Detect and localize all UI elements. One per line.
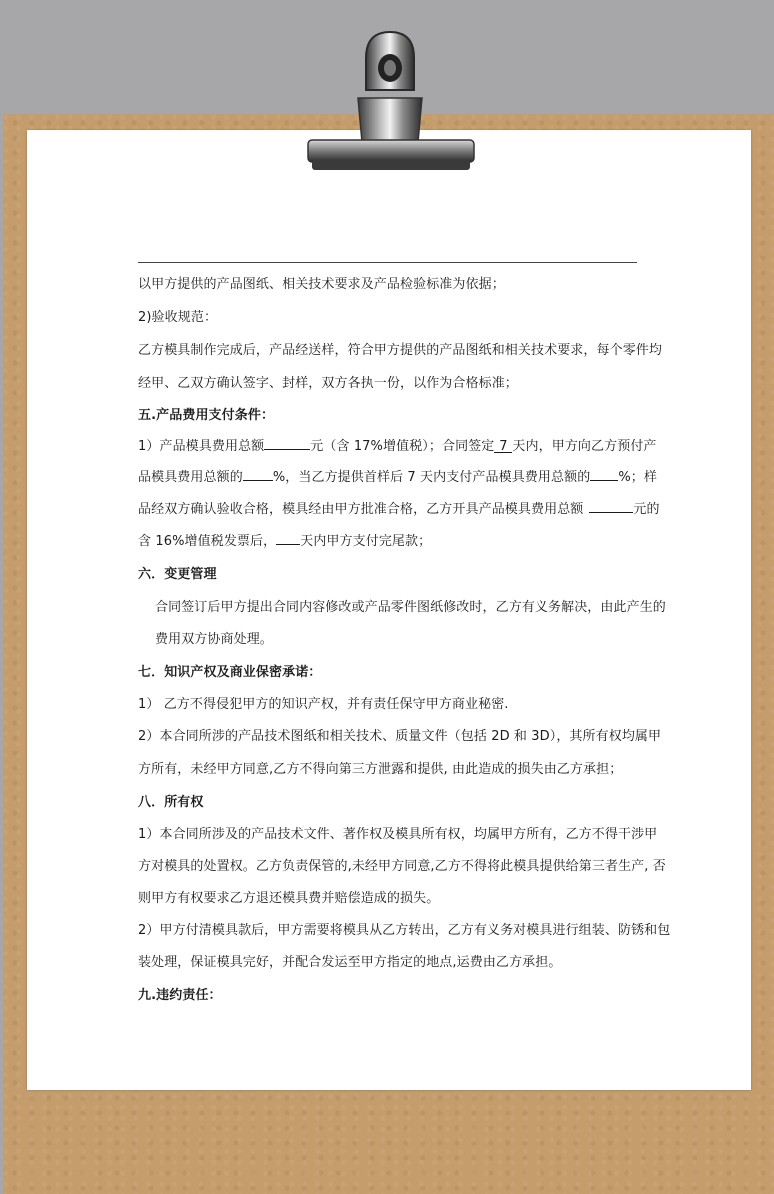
body-line: 2）本合同所涉的产品技术图纸和相关技术、质量文件（包括 2D 和 3D），其所有权均属甲 (138, 729, 662, 744)
body-line: 以甲方提供的产品图纸、相关技术要求及产品检验标准为依据； (138, 277, 505, 292)
payment-line-4: 含 16%增值税发票后， 天内甲方支付完尾款； (138, 530, 431, 549)
body-line: 乙方模具制作完成后，产品经送样，符合甲方提供的产品图纸和相关技术要求，每个零件均 (138, 343, 663, 358)
payment-line-1: 1）产品模具费用总额 元（含 17%增值税）；合同签定 7 天内，甲方向乙方预付产 (138, 435, 657, 454)
body-line: 方所有，未经甲方同意,乙方不得向第三方泄露和提供, 由此造成的损失由乙方承担； (138, 762, 623, 777)
section-heading: 六．变更管理 (138, 567, 217, 582)
blank-field: 7 (494, 439, 512, 453)
blank-field (264, 436, 310, 450)
header-rule (138, 262, 637, 263)
body-line: 则甲方有权要求乙方退还模具费并赔偿造成的损失。 (138, 891, 440, 906)
section-heading: 九.违约责任： (138, 988, 222, 1003)
body-line: 1） 乙方不得侵犯甲方的知识产权，并有责任保守甲方商业秘密. (138, 697, 509, 712)
body-line: 方对模具的处置权。乙方负责保管的,未经甲方同意,乙方不得将此模具提供给第三者生产, 否 (138, 859, 666, 874)
body-line: 2）甲方付清模具款后，甲方需要将模具从乙方转出，乙方有义务对模具进行组装、防锈和包 (138, 923, 671, 938)
blank-field (590, 467, 618, 481)
body-line: 经甲、乙双方确认签字、封样，双方各执一份，以作为合格标准； (138, 376, 518, 391)
section-heading: 五.产品费用支付条件： (138, 408, 275, 423)
body-line: 合同签订后甲方提出合同内容修改或产品零件图纸修改时，乙方有义务解决，由此产生的 (155, 600, 666, 615)
blank-field (589, 499, 633, 513)
section-heading: 七．知识产权及商业保密承诺： (138, 665, 322, 680)
payment-line-3: 品经双方确认验收合格，模具经由甲方批准合格，乙方开具产品模具费用总额 元的 (138, 498, 660, 517)
body-line: 装处理，保证模具完好，并配合发运至甲方指定的地点,运费由乙方承担。 (138, 955, 562, 970)
blank-field (276, 531, 300, 545)
section-heading: 八．所有权 (138, 795, 204, 810)
blank-field (243, 467, 273, 481)
body-line: 2)验收规范： (138, 310, 218, 325)
body-line: 1）本合同所涉及的产品技术文件、著作权及模具所有权，均属甲方所有，乙方不得干涉甲 (138, 827, 658, 842)
body-line: 费用双方协商处理。 (155, 632, 273, 647)
payment-line-2: 品模具费用总额的 %，当乙方提供首样后 7 天内支付产品模具费用总额的 %；样 (138, 466, 657, 485)
